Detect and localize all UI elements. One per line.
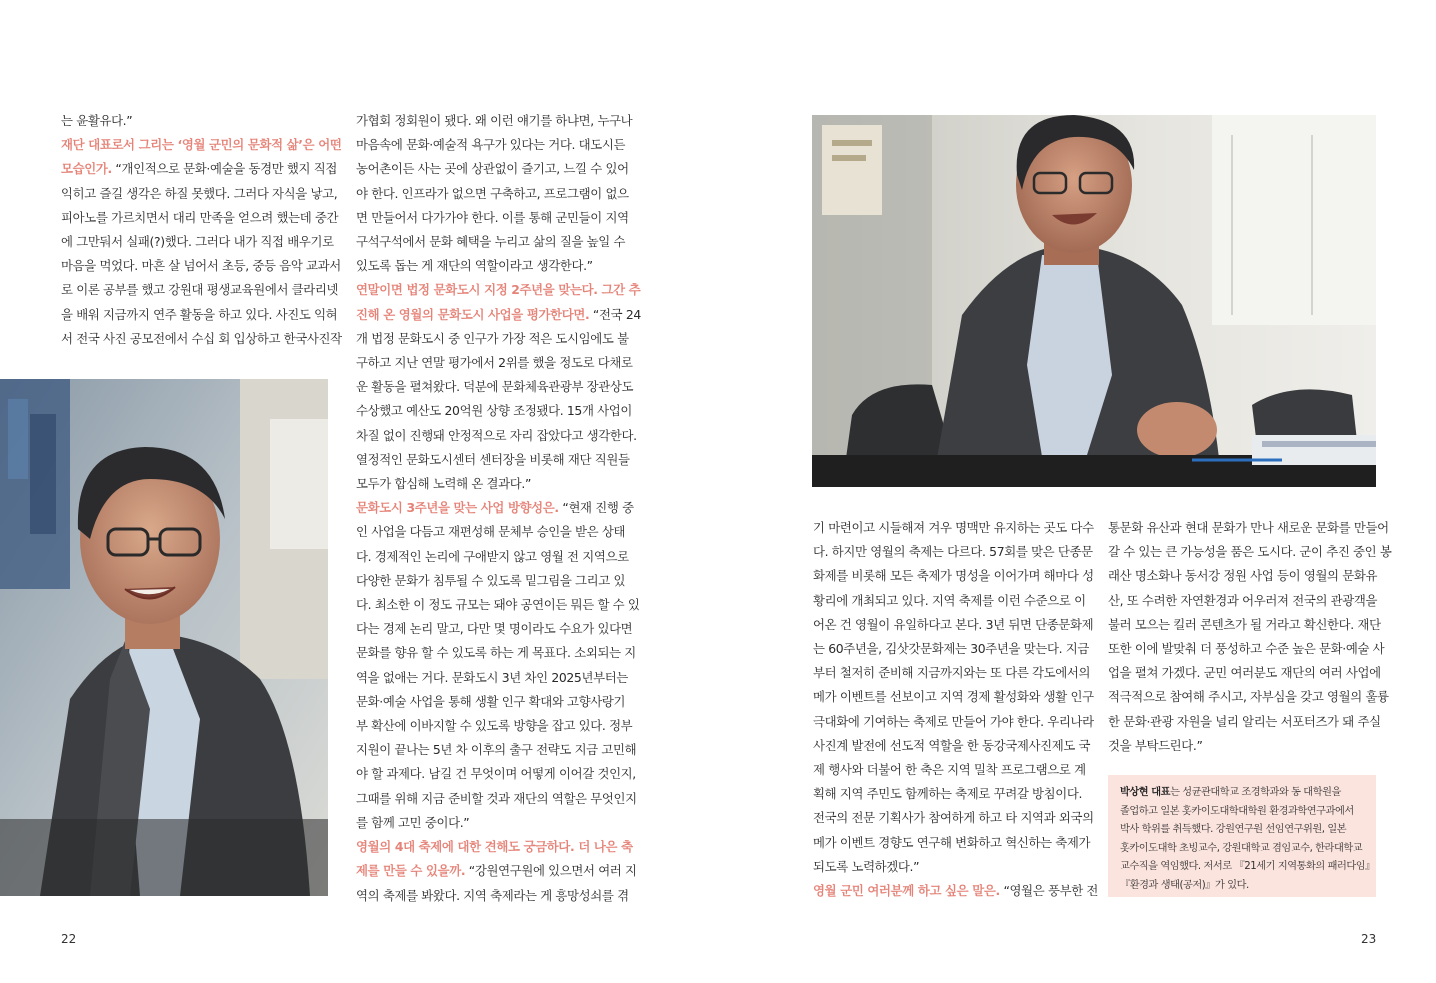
bio-line (1120, 784, 1366, 803)
text-line: 서 전국 사진 공모전에서 수십 회 입상하고 한국사진작 (61, 330, 342, 346)
text-line: 부 확산에 이바지할 수 있도록 방향을 잡고 있다. 정부 (356, 718, 633, 734)
text-line: 어온 건 영월이 유일하다고 본다. 3년 뒤면 단종문화제 (813, 616, 1094, 632)
question-line: 연말이면 법정 문화도시 지정 2주년을 맞는다. 그간 추 (356, 282, 641, 298)
text-line: 그때를 위해 지금 준비할 것과 재단의 역할은 무엇인지 (356, 790, 637, 806)
text-line: 있도록 돕는 게 재단의 역할이라고 생각한다.” (356, 258, 593, 274)
bio-line: 『환경과 생태(공저)』가 있다. (1120, 879, 1249, 891)
text-line: 문화·예술 사업을 통해 생활 인구 확대와 고향사랑기 (356, 693, 626, 709)
text-line: 되도록 노력하겠다.” (813, 858, 920, 874)
text-line (356, 303, 641, 327)
text-line: 다양한 문화가 침투될 수 있도록 밑그림을 그리고 있 (356, 572, 626, 588)
text-line (813, 879, 1098, 903)
text-line: 산, 또 수려한 자연환경과 어우러져 전국의 관광객을 (1108, 592, 1378, 608)
bio-name: 박상현 대표 (1120, 787, 1171, 798)
text-line: 피아노를 가르치면서 대리 만족을 얻으려 했는데 중간 (61, 209, 339, 225)
text-line: 운 활동을 펼쳐왔다. 덕분에 문화체육관광부 장관상도 (356, 379, 634, 395)
question-text: 진해 온 영월의 문화도시 사업을 평가한다면. (356, 306, 590, 322)
answer-text: “영월은 풍부한 전 (999, 883, 1099, 899)
text-line (356, 859, 641, 883)
text-line: 구석구석에서 문화 혜택을 누리고 삶의 질을 높일 수 (356, 234, 626, 250)
text-line: 다는 경제 논리 말고, 다만 몇 명이라도 수요가 있다면 (356, 621, 633, 637)
text-line (356, 496, 641, 520)
answer-text: “개인적으로 문화·예술을 동경만 했지 직접 (111, 161, 337, 177)
text-line: 극대화에 기여하는 축제로 만들어 가야 한다. 우리나라 (813, 713, 1094, 729)
right-photo (812, 115, 1376, 487)
text-line: 역의 축제를 봐왔다. 지역 축제라는 게 흥망성쇠를 겪 (356, 887, 629, 903)
question-line: 재단 대표로서 그리는 ‘영월 군민의 문화적 삶’은 어떤 (61, 137, 342, 153)
text-line: 것을 부탁드린다.” (1108, 737, 1203, 753)
text-line: 메가 이벤트를 선보이고 지역 경제 활성화와 생활 인구 (813, 689, 1094, 705)
page-number-right: 23 (1361, 932, 1377, 946)
text-line: 야 한다. 인프라가 없으면 구축하고, 프로그램이 없으 (356, 185, 629, 201)
left-photo (0, 379, 328, 896)
answer-text: “전국 24 (589, 306, 641, 322)
page-number-left: 22 (61, 932, 77, 946)
text-line: 황리에 개최되고 있다. 지역 축제를 이런 수준으로 이 (813, 592, 1086, 608)
text-line: 개 법정 문화도시 중 인구가 가장 적은 도시임에도 불 (356, 330, 629, 346)
question-line: 영월의 4대 축제에 대한 견해도 궁금하다. 더 나은 축 (356, 839, 633, 855)
text-line: 마음을 먹었다. 마흔 살 넘어서 초등, 중등 음악 교과서 (61, 258, 341, 274)
question-text: 모습인가. (61, 161, 112, 177)
text-line: 열정적인 문화도시센터 센터장을 비롯해 재단 직원들 (356, 451, 630, 467)
text-line: 다. 하지만 영월의 축제는 다르다. 57회를 맞은 단종문 (813, 544, 1093, 560)
text-line: 을 배워 지금까지 연주 활동을 하고 있다. 사진도 익혀 (61, 306, 338, 322)
text-line: 적극적으로 참여해 주시고, 자부심을 갖고 영월의 훌륭 (1108, 689, 1389, 705)
text-line: 다. 최소한 이 정도 규모는 돼야 공연이든 뭐든 할 수 있 (356, 597, 640, 613)
text-line: 불러 모으는 킬러 콘텐츠가 될 거라고 확신한다. 재단 (1108, 616, 1381, 632)
answer-text: “강원연구원에 있으면서 여러 지 (465, 863, 637, 879)
question-text: 영월 군민 여러분께 하고 싶은 말은. (813, 883, 1000, 899)
text-line: 면 만들어서 다가가야 한다. 이를 통해 군민들이 지역 (356, 209, 629, 225)
text-line: 화제를 비롯해 모든 축제가 명성을 이어가며 해마다 성 (813, 568, 1094, 584)
text-line: 로 이론 공부를 했고 강원대 평생교육원에서 클라리넷 (61, 282, 339, 298)
text-line: 차질 없이 진행돼 안정적으로 자리 잡았다고 생각한다. (356, 427, 637, 443)
text-line: 한 문화·관광 자원을 널리 알리는 서포터즈가 돼 주실 (1108, 713, 1381, 729)
text-line: 지원이 끝나는 5년 차 이후의 출구 전략도 지금 고민해 (356, 742, 637, 758)
text-line: 또한 이에 발맞춰 더 풍성하고 수준 높은 문화·예술 사 (1108, 641, 1385, 657)
text-line: 획해 지역 주민도 함께하는 축제로 꾸려갈 방침이다. (813, 786, 1083, 802)
question-text: 문화도시 3주년을 맞는 사업 방향성은. (356, 500, 559, 516)
text-line: 갈 수 있는 큰 가능성을 품은 도시다. 군이 추진 중인 봉 (1108, 544, 1392, 560)
text-line: 모두가 합심해 노력해 온 결과다.” (356, 476, 532, 492)
answer-text: “현재 진행 중 (558, 500, 634, 516)
text-column-4 (1108, 516, 1391, 758)
text-line: 업을 펼쳐 가겠다. 군민 여러분도 재단의 여러 사업에 (1108, 665, 1381, 681)
text-column-3 (813, 516, 1098, 903)
text-line: 메가 이벤트 경향도 연구해 변화하고 혁신하는 축제가 (813, 834, 1091, 850)
text-line: 에 그만둬서 실패(?)했다. 그러다 내가 직접 배우기로 (61, 234, 334, 250)
text-line: 역을 없애는 거다. 문화도시 3년 차인 2025년부터는 (356, 669, 628, 685)
bio-line: 홋카이도대학 초빙교수, 강원대학교 겸임교수, 한라대학교 (1120, 842, 1363, 854)
text-line: 인 사업을 다듬고 재편성해 문체부 승인을 받은 상태 (356, 524, 626, 540)
text-line: 문화를 향유 할 수 있도록 하는 게 목표다. 소외되는 지 (356, 645, 636, 661)
bio-text: 는 성균관대학교 조경학과와 동 대학원을 (1170, 787, 1341, 798)
man-portrait-image (0, 379, 328, 896)
question-text: 제를 만들 수 있을까. (356, 863, 466, 879)
text-line: 사진계 발전에 선도적 역할을 한 동강국제사진제도 국 (813, 737, 1091, 753)
text-line: 구하고 지난 연말 평가에서 2위를 했을 정도로 다채로 (356, 355, 633, 371)
bio-line: 교수직을 역임했다. 저서로 『21세기 지역통화의 패러다임』 (1120, 861, 1375, 873)
text-line: 부터 철저히 준비해 지금까지와는 또 다른 각도에서의 (813, 665, 1091, 681)
text-line: 익히고 즐길 생각은 하질 못했다. 그러다 자식을 낳고, (61, 185, 338, 201)
text-line: 래산 명소화나 동서강 정원 사업 등이 영월의 문화유 (1108, 568, 1378, 584)
text-line: 전국의 전문 기획사가 참여하게 하고 타 지역과 외국의 (813, 810, 1094, 826)
bio-line: 박사 학위를 취득했다. 강원연구원 선임연구위원, 일본 (1120, 824, 1347, 836)
bio-box (1108, 775, 1376, 897)
man-at-table-image (812, 115, 1376, 487)
text-line: 기 마련이고 시들해져 겨우 명맥만 유지하는 곳도 다수 (813, 520, 1094, 535)
text-line: 는 60주년을, 김삿갓문화제는 30주년을 맞는다. 지금 (813, 641, 1090, 657)
text-line (61, 157, 342, 181)
text-line: 는 윤활유다.” (61, 113, 133, 128)
text-line: 다. 경제적인 논리에 구애받지 않고 영월 전 지역으로 (356, 548, 629, 564)
text-line: 통문화 유산과 현대 문화가 만나 새로운 문화를 만들어 (1108, 520, 1389, 535)
text-line: 수상했고 예산도 20억원 상향 조정됐다. 15개 사업이 (356, 403, 633, 419)
text-line: 를 함께 고민 중이다.” (356, 814, 470, 830)
text-column-2 (356, 109, 641, 908)
bio-line: 졸업하고 일본 홋카이도대학대학원 환경과학연구과에서 (1120, 805, 1354, 817)
text-column-1 (61, 109, 342, 351)
text-line: 가협회 정회원이 됐다. 왜 이런 얘기를 하냐면, 누구나 (356, 113, 633, 128)
text-line: 제 행사와 더불어 한 축은 지역 밀착 프로그램으로 계 (813, 762, 1086, 778)
text-line: 야 할 과제다. 남길 건 무엇이며 어떻게 이어갈 것인지, (356, 766, 636, 782)
text-line: 마음속에 문화·예술적 욕구가 있다는 거다. 대도시든 (356, 137, 626, 153)
text-line: 농어촌이든 사는 곳에 상관없이 즐기고, 느낄 수 있어 (356, 161, 629, 177)
